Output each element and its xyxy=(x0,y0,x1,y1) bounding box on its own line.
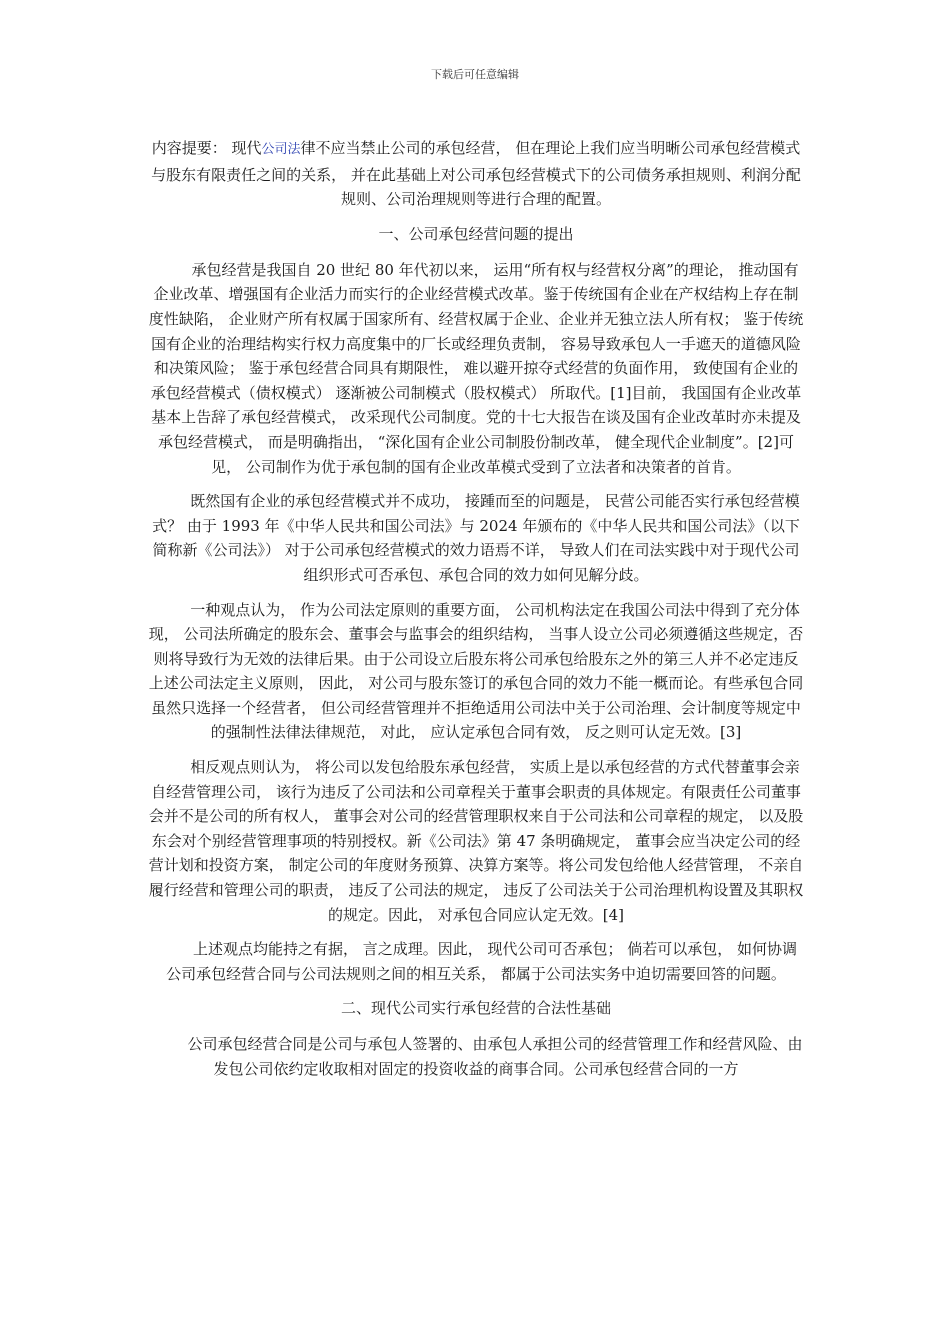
abstract-paragraph xyxy=(148,136,804,212)
paragraph-text: 公司承包经营合同是公司与承包人签署的、由承包人承担公司的经营管理工作和经营风险、由发包公司依约定收取相对固定的投资收益的商事合同。公司承包经营合同的一方 xyxy=(187,1035,803,1078)
paragraph-text: 相反观点则认为， 将公司以发包给股东承包经营， 实质上是以承包经营的方式代替董事会亲自经营管理公司， 该行为违反了公司法和公司章程关于董事会职责的具体规定。有限责任公司董事会并不是公司的所有权人， 董事会对公司的经营管理职权来自于公司法和公司章程的规定， 以及股东会对个别经营管理事项的特别授权。新《公司法》第 47 条明确规定， 董事会应当决定公司的经营计划和投资方案， 制定公司的年度财务预算、决算方案等。将公司发包给他人经营管理， 不亲自履行经营和管理公司的职责， 违反了公司法的规定， 违反了公司法关于公司治理机构设置及其职权的规定。因此， 对承包合同应认定无效。[4] xyxy=(148,758,804,924)
paragraph-text: 上述观点均能持之有据， 言之成理。因此， 现代公司可否承包； 倘若可以承包， 如何协调公司承包经营合同与公司法规则之间的相互关系， 都属于公司法实务中迫切需要回答的问题。 xyxy=(166,940,798,983)
paragraph xyxy=(148,755,804,927)
paragraph-text: 承包经营是我国自 20 世纪 80 年代初以来， 运用“所有权与经营权分离”的理论， 推动国有企业改革、增强国有企业活力而实行的企业经营模式改革。鉴于传统国有企业在产权结构上存在制度性缺陷， 企业财产所有权属于国家所有、经营权属于企业、企业并无独立法人所有权； 鉴于传统国有企业的治理结构实行权力高度集中的厂长或经理负责制， 容易导致承包人一手遮天的道德风险和决策风险； 鉴于承包经营合同具有期限性， 难以避开掠夺式经营的负面作用， 致使国有企业的承包经营模式（债权模式） 逐渐被公司制模式（股权模式） 所取代。[1]目前， 我国国有企业改革基本上告辞了承包经营模式， 改采现代公司制度。党的十七大报告在谈及国有企业改革时亦未提及承包经营模式， 而是明确指出， “深化国有企业公司制股份制改革， 健全现代企业制度”。[2]可见， 公司制作为优于承包制的国有企业改革模式受到了立法者和决策者的首肯。 xyxy=(148,260,804,476)
paragraph xyxy=(148,489,804,587)
section-heading-2: 二、现代公司实行承包经营的合法性基础 xyxy=(340,999,611,1018)
paragraph-text: 一种观点认为， 作为公司法定原则的重要方面， 公司机构法定在我国公司法中得到了充分体现， 公司法所确定的股东会、董事会与监事会的组织结构， 当事人设立公司必须遵循这些规定，否则将导致行为无效的法律后果。由于公司设立后股东将公司承包给股东之外的第三人并不必定违反上述公司法定主义原则， 因此， 对公司与股东签订的承包合同的效力不能一概而论。有些承包合同虽然只选择一个经营者， 但公司经营管理并不拒绝适用公司法中关于公司治理、会计制度等规定中的强制性法律法律规范， 对此， 应认定承包合同有效， 反之则可认定无效。[3] xyxy=(148,600,804,742)
paragraph xyxy=(148,937,804,986)
page-header: 下载后可任意编辑 xyxy=(431,68,519,81)
paragraph xyxy=(148,258,804,479)
company-law-link[interactable]: 公司法 xyxy=(261,142,301,157)
abstract-prefix: 内容提要： 现代 xyxy=(151,139,262,157)
paragraph xyxy=(148,1032,804,1081)
section-heading-1: 一、公司承包经营问题的提出 xyxy=(378,224,574,243)
abstract-text: 律不应当禁止公司的承包经营， 但在理论上我们应当明晰公司承包经营模式与股东有限责任之间的关系， 并在此基础上对公司承包经营模式下的公司债务承担规则、利润分配规则、公司治理规则等进行合理的配置。 xyxy=(151,139,801,209)
document-body xyxy=(148,136,804,1092)
paragraph xyxy=(148,598,804,746)
paragraph-text: 既然国有企业的承包经营模式并不成功， 接踵而至的问题是， 民营公司能否实行承包经营模式？ 由于 1993 年《中华人民共和国公司法》与 2024 年颁布的《中华人民共和国公司法》（以下简称新《公司法》） 对于公司承包经营模式的效力语焉不详， 导致人们在司法实践中对于现代公司组织形式可否承包、承包合同的效力如何见解分歧。 xyxy=(152,492,800,584)
